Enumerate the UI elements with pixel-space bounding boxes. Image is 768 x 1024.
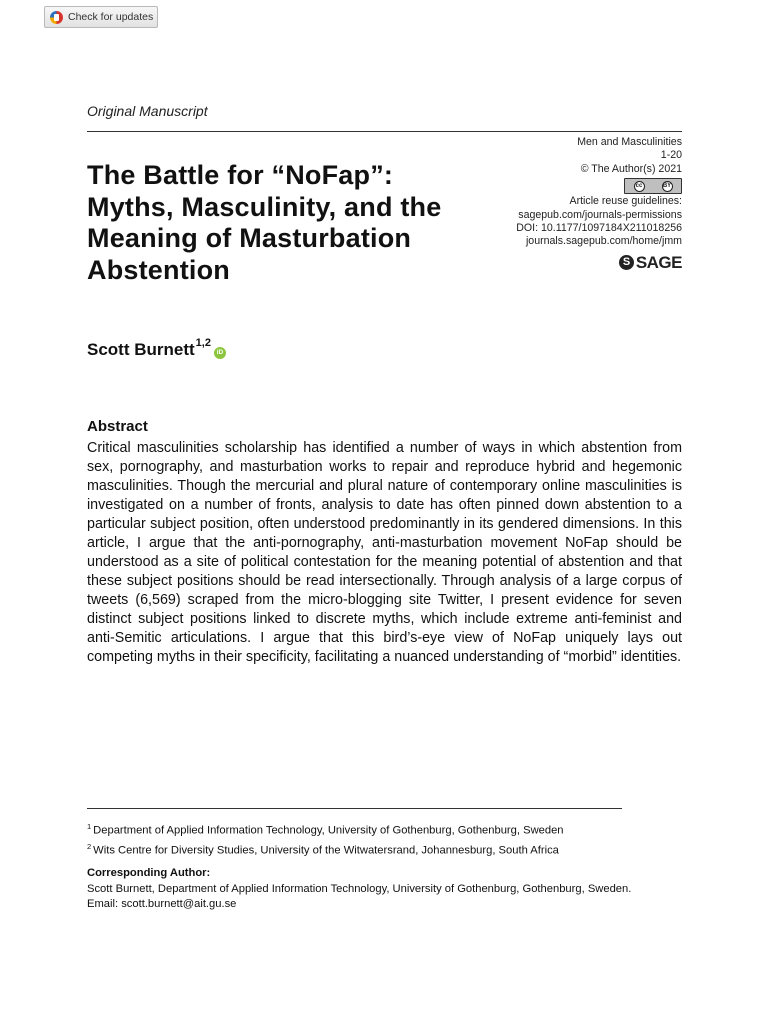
check-for-updates-label: Check for updates — [68, 11, 154, 23]
orcid-icon[interactable]: iD — [214, 347, 226, 359]
footnote-divider — [87, 808, 622, 809]
corresponding-author-address: Scott Burnett, Department of Applied Information Technology, University of Gothenburg, Gothenburg, Sweden. — [87, 882, 632, 895]
affiliation-mark: 1 — [87, 822, 92, 831]
affiliations — [87, 819, 687, 859]
sage-s-icon: S — [619, 255, 634, 270]
sage-logo — [619, 252, 682, 272]
affiliation-text: Wits Centre for Diversity Studies, University of the Witwatersrand, Johannesburg, South Africa — [93, 844, 559, 857]
corresponding-author-email[interactable]: Email: scott.burnett@ait.gu.se — [87, 898, 237, 910]
permissions-link[interactable]: sagepub.com/journals-permissions — [518, 208, 682, 221]
corresponding-author — [87, 866, 685, 913]
check-for-updates-button[interactable] — [44, 6, 158, 28]
journal-homepage-link[interactable]: journals.sagepub.com/home/jmm — [525, 235, 682, 248]
abstract-text: Critical masculinities scholarship has identified a number of ways in which abstention from sex, pornography, and masturbation works to repair and reproduce hybrid and hegemonic masculinities. Though the mercurial and plural nature of contemporary online masculinities is investigated on a number of fronts, analysis to date has often pinned down abstention to a particular subject position, often understood predominantly in its gendered dimensions. In this article, I argue that the anti-pornography, anti-masturbation movement NoFap should be understood as a site of political contestation for the meaning potential of abstention and that these subject positions should be read intersectionally. Through analysis of a large corpus of tweets (6,569) scraped from the micro-blogging site Twitter, I present evidence for seven distinct subject positions linked to discrete myths, which include extreme anti-feminist and anti-Semitic articulations. I argue that this bird’s-eye view of NoFap uniquely lays out competing myths in their specificity, facilitating a nuanced understanding of “morbid” identities. — [87, 440, 682, 665]
journal-meta — [516, 136, 682, 270]
sage-wordmark: SAGE — [635, 252, 682, 272]
crossmark-icon — [50, 11, 63, 24]
header-divider — [87, 131, 682, 132]
manuscript-type: Original Manuscript — [87, 103, 208, 119]
cc-by-license-icon — [624, 178, 682, 194]
cc-icon: cc — [634, 181, 645, 192]
copyright-notice: © The Author(s) 2021 — [580, 162, 682, 175]
corresponding-author-label: Corresponding Author: — [87, 867, 211, 879]
affiliation-1 — [87, 819, 687, 839]
author-line — [87, 337, 226, 360]
article-title: The Battle for “NoFap”: Myths, Masculinity, and the Meaning of Masturbation Abstention — [87, 160, 442, 285]
page-range: 1-20 — [660, 149, 682, 162]
by-icon: BY — [662, 181, 673, 192]
abstract-heading: Abstract — [87, 418, 148, 435]
affiliation-mark: 2 — [87, 842, 92, 852]
reuse-guidelines-label: Article reuse guidelines: — [569, 195, 682, 208]
author-name: Scott Burnett — [87, 340, 195, 359]
affiliation-2 — [87, 839, 687, 859]
affiliation-text: Department of Applied Information Technology, University of Gothenburg, Gothenburg, Sweden — [93, 824, 564, 837]
author-affiliation-marks: 1,2 — [195, 337, 211, 349]
journal-name: Men and Masculinities — [577, 136, 682, 148]
doi-link[interactable]: DOI: 10.1177/1097184X211018256 — [516, 222, 682, 235]
